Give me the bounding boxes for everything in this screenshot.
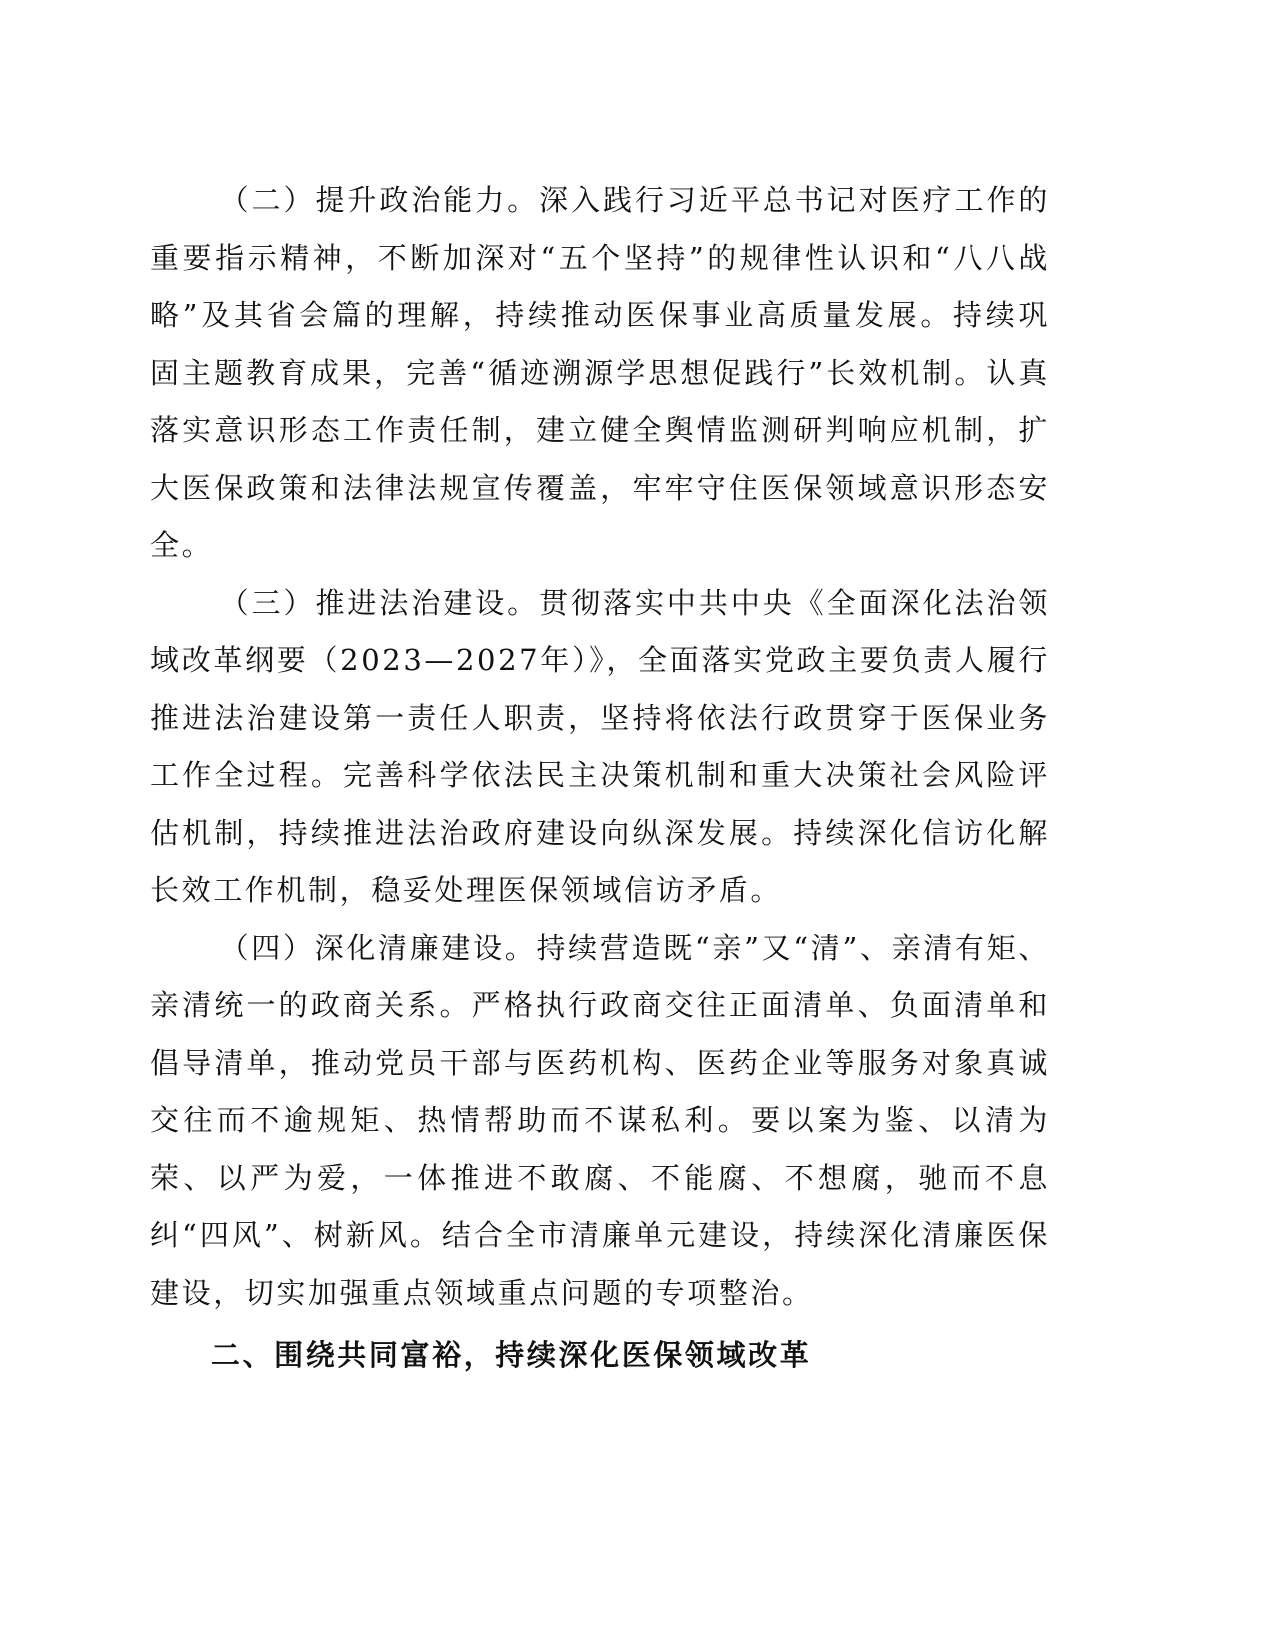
paragraph-section-4: （四）深化清廉建设。持续营造既“亲”又“清”、亲清有矩、亲清统一的政商关系。严格执行政商交往正面清单、负面清单和倡导清单，推动党员干部与医药机构、医药企业等服务对象真诚交往而不逾规矩、热情帮助而不谋私利。要以案为鉴、以清为荣、以严为爱，一体推进不敢腐、不能腐、不想腐，驰而不息纠“四风”、树新风。结合全市清廉单元建设，持续深化清廉医保建设，切实加强重点领域重点问题的专项整治。: [150, 930, 1050, 1310]
document-page: [150, 172, 1050, 1385]
section-heading: 二、围绕共同富裕，持续深化医保领域改革: [210, 1338, 812, 1372]
paragraph-section-3: （三）推进法治建设。贯彻落实中共中央《全面深化法治领域改革纲要（2023—2027年）》，全面落实党政主要负责人履行推进法治建设第一责任人职责，坚持将依法行政贯穿于医保业务工作全过程。完善科学依法民主决策机制和重大决策社会风险评估机制，持续推进法治政府建设向纵深发展。持续深化信访化解长效工作机制，稳妥处理医保领域信访矛盾。: [150, 585, 1050, 907]
paragraph-section-2: （二）提升政治能力。深入践行习近平总书记对医疗工作的重要指示精神，不断加深对“五个坚持”的规律性认识和“八八战略”及其省会篇的理解，持续推动医保事业高质量发展。持续巩固主题教育成果，完善“循迹溯源学思想促践行”长效机制。认真落实意识形态工作责任制，建立健全舆情监测研判响应机制，扩大医保政策和法律法规宣传覆盖，牢牢守住医保领域意识形态安全。: [150, 183, 1050, 562]
